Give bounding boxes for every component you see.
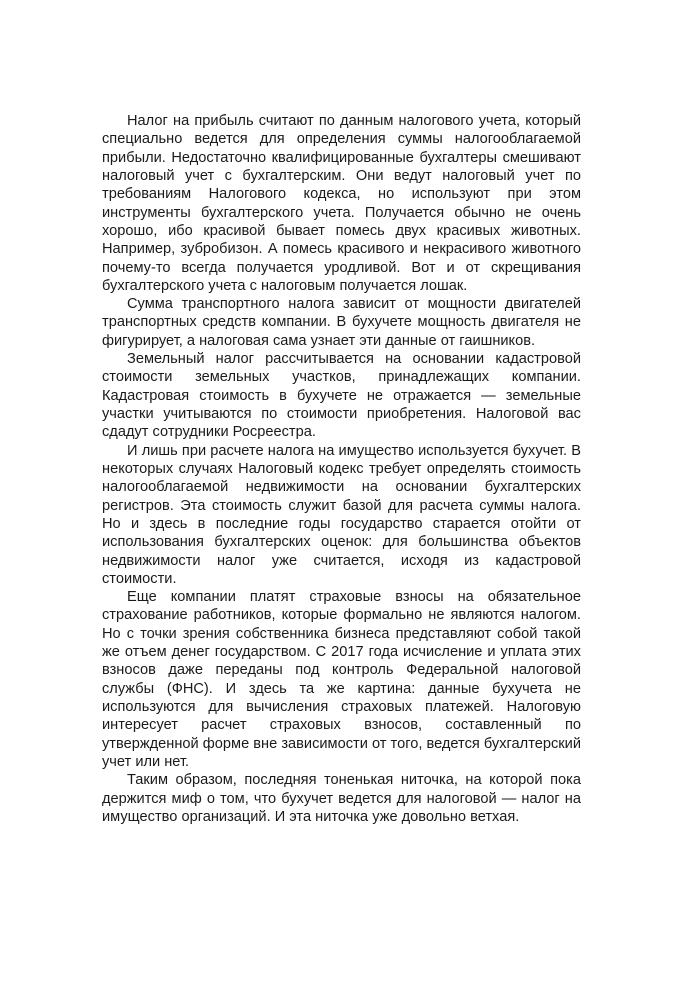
paragraph-2: Сумма транспортного налога зависит от мощности двигателей транспортных средств компании. В бухучете мощность двигателя не фигурирует, а налоговая сама узнает эти данные от гаишников. (102, 296, 581, 349)
paragraph-3: Земельный налог рассчитывается на основании кадастровой стоимости земельных участков, принадлежащих компании. Кадастровая стоимость в бухучете не отражается — земельные участки учитываются по стоимости приобретения. Налоговой вас сдадут сотрудники Росреестра. (102, 351, 581, 441)
paragraph-1: Налог на прибыль считают по данным налогового учета, который специально ведется для определения суммы налогооблагаемой прибыли. Недостаточно квалифицированные бухгалтеры смешивают налоговый учет с бухгалтерским. Они ведут налоговый учет по требованиям Налогового кодекса, но используют при этом инструменты бухгалтерского учета. Получается обычно не очень хорошо, ибо красивой бывает помесь двух красивых животных. Например, зубробизон. А помесь красивого и некрасивого животного почему-то всегда получается уродливой. Вот и от скрещивания бухгалтерского учета с налоговым получается лошак. (102, 113, 581, 294)
paragraph-6: Таким образом, последняя тоненькая ниточка, на которой пока держится миф о том, что бухучет ведется для налоговой — налог на имущество организаций. И эта ниточка уже довольно ветхая. (102, 772, 581, 825)
body-text-column (102, 112, 581, 826)
paragraph-5: Еще компании платят страховые взносы на обязательное страхование работников, которые формально не являются налогом. Но с точки зрения собственника бизнеса представляют собой такой же отъем денег государством. С 2017 года исчисление и уплата этих взносов даже переданы под контроль Федеральной налоговой службы (ФНС). И здесь та же картина: данные бухучета не используются для вычисления страховых платежей. Налоговую интересует расчет страховых взносов, составленный по утвержденной форме вне зависимости от того, ведется бухгалтерский учет или нет. (102, 589, 581, 770)
paragraph-4: И лишь при расчете налога на имущество используется бухучет. В некоторых случаях Налоговый кодекс требует определять стоимость налогооблагаемой недвижимости на основании бухгалтерских регистров. Эта стоимость служит базой для расчета суммы налога. Но и здесь в последние годы государство старается отойти от использования бухгалтерских оценок: для большинства объектов недвижимости налог уже считается, исходя из кадастровой стоимости. (102, 442, 581, 587)
